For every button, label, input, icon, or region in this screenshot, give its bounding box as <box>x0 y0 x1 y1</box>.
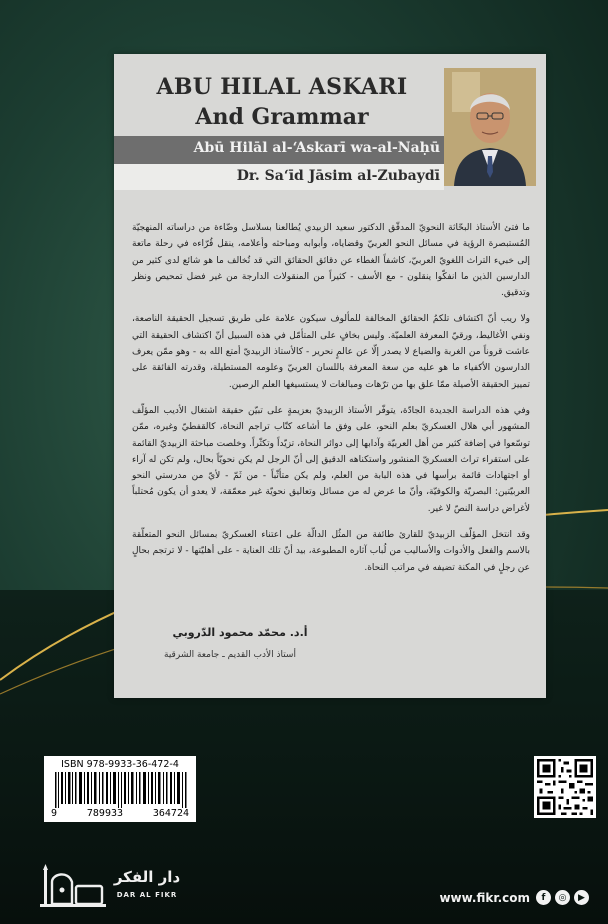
book-title-main: ABU HILAL ASKARI <box>156 74 408 100</box>
isbn-digit-group2: 364724 <box>152 808 189 819</box>
blurb-paragraph-4: وقد انتخل المؤلّف الزبيديّ للقارئ طائفة من المثُل الدالّة على اعتناء العسكريّ بمسائل النحو المتعلّقة بالاسم والفعل والأدوات والأساليب من لُباب آثاره المطبوعة، بيد أنّ تلك العناية - على أهليّتها - لا ترتجم بحالٍ عن رجلٍ في المكنة تضيفه في مراتب النحاة. <box>132 530 530 573</box>
reviewer-affiliation: أستاذ الأدب القديم ـ جامعة الشرقية <box>164 650 296 660</box>
blurb-paragraph-3: وفي هذه الدراسة الجديدة الجادّة، يتوفّر الأستاذ الزبيديّ بعزيمةٍ على تبيّن حقيقة اشتغال الأديب المؤلّف المشهور أبي هلال العسكريّ بعلم النحو، على وفق ما أشاعه كتّاب تراجم النحاة، كالقفطيّ وغيره، ممّن توسّعوا في إضافة كثير من أهل العربيّة وآدابها إلى دوائر النحاة، تزيّداً وتكثّراً. وخلصت مباحثة الزبيديّ القائمة على استقراء تراث العسكريّ المنشور واستكناهه الدقيق إلى أنّ الرجل لم يكن نحويّاً بحال، ولم تكن له آراء أو اجتهادات قائمة برأسها في هذه البابة من العلم، ولم يكن متأثّباً - من ثَمّ - لأيّ من مدرستي النحو العربيّتين: البصريّة والكوفيّة، وأنّ ما عرض له من مسائل وتعاليق نحويّة غير معمّقة، لا يعدو أن يكون مُحتلباً لأغراض دراسة النصّ لا غير. <box>132 405 530 514</box>
blurb-text <box>132 220 530 586</box>
book-title-sub: And Grammar <box>195 104 369 130</box>
text-panel <box>114 54 546 698</box>
publisher-website[interactable]: www.fikr.com <box>439 891 530 905</box>
publisher-name-en: DAR AL FIKR <box>116 891 178 899</box>
isbn-digit-prefix: 9 <box>51 808 58 819</box>
facebook-icon[interactable]: f <box>536 890 551 905</box>
publisher-logo <box>38 860 108 910</box>
youtube-icon[interactable]: ▶ <box>574 890 589 905</box>
blurb-paragraph-1: ما فتئ الأستاذ البحّاثة النحويّ المدقّق الدكتور سعيد الزبيدي يُطالعنا بسلاسل وضّاءة من دراساته المنهجيّة المُستبصرة الرؤية في مسائل النحو العربيّ وقضاياه، وأبوابه ومباحثه وأعلامه، ينقل قُرّاءه في رحلة ماتعة إلى خبيء التراث اللغويّ العربيّ، كاشفاً الغطاء عن دقائق الحقائق التي قد تُخالف ما هو شائع لدى كثير من الدارسين الذين ما انفكّوا ينقلون - مع الأسف - كثيراً من المنقولات الدارجة من غير فضل تمحيص ونظر وتدقيق. <box>132 223 530 299</box>
publisher-name-ar: دار الفكر <box>113 868 181 886</box>
isbn-label: ISBN 978-9933-36-472-4 <box>61 759 179 770</box>
title-block <box>114 54 546 190</box>
qr-code[interactable] <box>534 756 596 818</box>
isbn-digit-group1: 789933 <box>86 808 124 819</box>
instagram-icon[interactable]: ◎ <box>555 890 570 905</box>
author-photo <box>444 68 536 186</box>
social-icons <box>536 890 589 906</box>
author-name: Dr. Sa‘īd Jāsim al-Zubaydī <box>236 168 440 184</box>
barcode-bars <box>49 772 191 808</box>
isbn-digits <box>49 808 191 819</box>
blurb-paragraph-2: ولا ريب أنّ اكتشاف تلكمُ الحقائق المخالفة للمألوف سيكون علامة على طريق تسجيل الحقيقة الناصعة، ونفي الأغاليط، ورقيّ المعرفة العلميّة. وليس بخافٍ على المتأمّل في هذه السبيل أنّ اكتشاف الحقيقة التي عاشت قروناً من الغربة والضياع لا يصدر إلّا عن عالمٍ نحرير - كالأستاذ الزبيديّ أمتع الله به - وهو ممّن يعرف الدارسون الأكفياء ما هو عليه من سعة المعرفة باللسان العربيّ وعلومه المستطيلة، وقدرته الفائقة على تمييز الحقيقة الأصيلة ممّا علق بها من ترّهات ومبالغات لا يستسيغها العلم الرصين. <box>132 314 530 390</box>
reviewer-signature: أ.د. محمّد محمود الدّروبي <box>172 626 308 639</box>
isbn-barcode <box>44 756 196 822</box>
transliterated-title: Abū Hilāl al-‘Askarī wa-al-Naḥū <box>193 140 440 156</box>
